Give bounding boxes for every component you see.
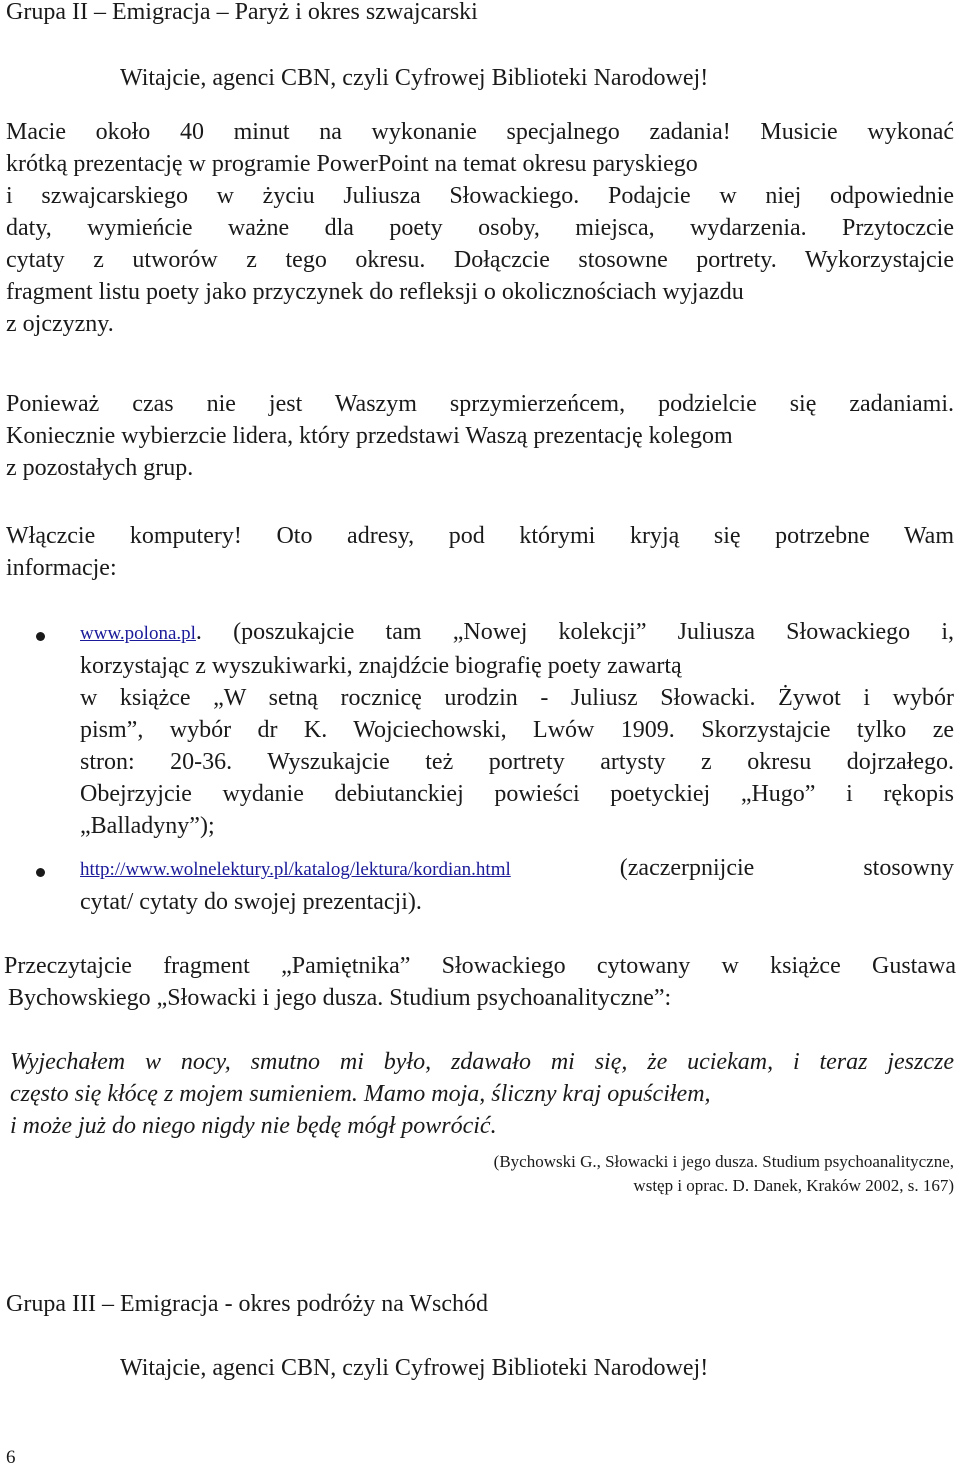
bullet-icon [36,868,45,877]
group2-greeting: Witajcie, agenci CBN, czyli Cyfrowej Biblioteki Narodowej! [120,65,709,91]
team-line: Ponieważ czas nie jest Waszym sprzymierzeńcem, podzielcie się zadaniami. [6,391,954,417]
list-item-text: (zaczerpnijcie stosowny [510,855,954,881]
task-line: fragment listu poety jako przyczynek do refleksji o okolicznościach wyjazdu [6,279,744,305]
read-paragraph [4,950,956,1014]
team-line: Koniecznie wybierzcie lidera, który przedstawi Waszą prezentację kolegom [6,423,733,449]
list-item-line: pism”, wybór dr K. Wojciechowski, Lwów 1909. Skorzystajcie tylko ze [80,717,954,743]
quote-line: często się kłócę z mojem sumieniem. Mamo moja, śliczny kraj opuściłem, [10,1081,711,1107]
computers-paragraph [6,520,954,584]
list-item-line: korzystając z wyszukiwarki, znajdźcie biografię poety zawartą [80,653,682,679]
group3-greeting: Witajcie, agenci CBN, czyli Cyfrowej Biblioteki Narodowej! [120,1355,709,1381]
list-item-line: „Balladyny”); [80,813,215,839]
computers-line: Włączcie komputery! Oto adresy, pod którymi kryją się potrzebne Wam [6,523,954,549]
list-item-polona [80,616,954,842]
list-item-line: stron: 20-36. Wyszukajcie też portrety artysty z okresu dojrzałego. [80,749,954,775]
page-number: 6 [6,1447,16,1468]
task-line: daty, wymieńcie ważne dla poety osoby, miejsca, wydarzenia. Przytoczcie [6,215,954,241]
list-item-line: w książce „W setną rocznicę urodzin - Juliusz Słowacki. Żywot i wybór [80,685,954,711]
task-line: Macie około 40 minut na wykonanie specjalnego zadania! Musicie wykonać [6,119,954,145]
list-item-wolnelektury [80,852,954,918]
list-item-first-line [80,616,954,650]
computers-line: informacje: [6,555,117,581]
team-line: z pozostałych grup. [6,455,194,481]
bullet-icon [36,632,45,641]
task-line: cytaty z utworów z tego okresu. Dołączcie stosowne portrety. Wykorzystajcie [6,247,954,273]
task-line: krótką prezentację w programie PowerPoint na temat okresu paryskiego [6,151,698,177]
list-item-text: . (poszukajcie tam „Nowej kolekcji” Juliusza Słowackiego i, [195,619,954,645]
task-line: i szwajcarskiego w życiu Juliusza Słowackiego. Podajcie w niej odpowiednie [6,183,954,209]
polona-link[interactable]: www.polona.pl [80,623,196,644]
quote-line: i może już do niego nigdy nie będę mógł powrócić. [10,1113,497,1139]
wolnelektury-link[interactable]: http://www.wolnelektury.pl/katalog/lektura/kordian.html [80,859,511,880]
diary-quote [10,1046,954,1142]
task-line: z ojczyzny. [6,311,114,337]
quote-line: Wyjechałem w nocy, smutno mi było, zdawało mi się, że uciekam, i teraz jeszcze [10,1049,954,1075]
quote-citation [254,1150,954,1198]
group2-heading: Grupa II – Emigracja – Paryż i okres szwajcarski [6,0,478,25]
citation-line: (Bychowski G., Słowacki i jego dusza. Studium psychoanalityczne, [493,1152,954,1171]
citation-line: wstęp i oprac. D. Danek, Kraków 2002, s. 167) [633,1176,954,1195]
task-paragraph [6,116,954,340]
group3-heading: Grupa III – Emigracja - okres podróży na Wschód [6,1291,489,1317]
team-paragraph [6,388,954,484]
list-item-line: cytat/ cytaty do swojej prezentacji). [80,889,422,915]
list-item-line: Obejrzyjcie wydanie debiutanckiej powieści poetyckiej „Hugo” i rękopis [80,781,954,807]
list-item-first-line [80,852,954,886]
read-line: Bychowskiego „Słowacki i jego dusza. Studium psychoanalityczne”: [8,985,672,1011]
read-line: Przeczytajcie fragment „Pamiętnika” Słowackiego cytowany w książce Gustawa [4,953,956,979]
